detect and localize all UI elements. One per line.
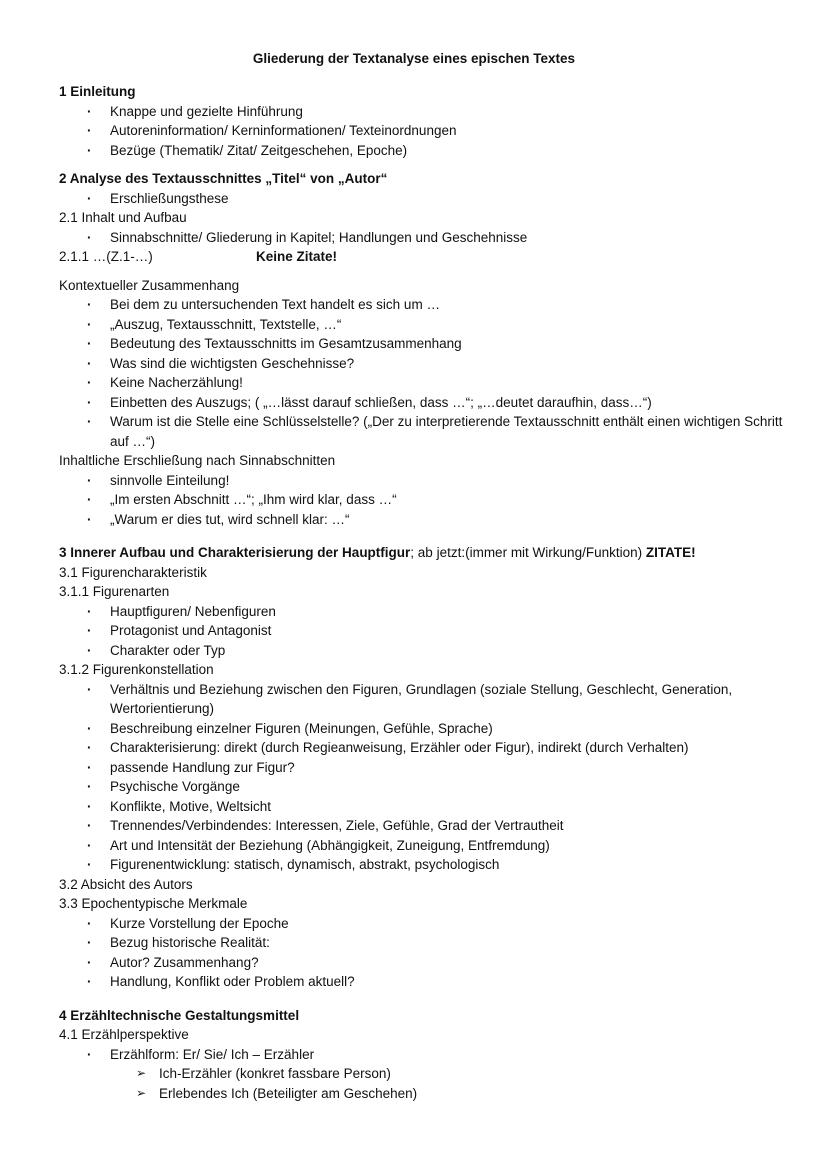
list-item: · Konflikte, Motive, Weltsicht [59,797,799,817]
list-item: · Erzählform: Er/ Sie/ Ich – Erzähler [59,1045,799,1065]
list-item: · Handlung, Konflikt oder Problem aktuell? [59,972,799,992]
section-4-heading: 4 Erzähltechnische Gestaltungsmittel [59,1007,300,1023]
list-item: · Keine Nacherzählung! [59,373,799,393]
section-2-heading: 2 Analyse des Textausschnittes „Titel“ von „Autor“ [59,171,388,186]
list-item: · Beschreibung einzelner Figuren (Meinungen, Gefühle, Sprache) [59,719,799,739]
arrow-list-item-text: Erlebendes Ich (Beteiligter am Geschehen) [159,1085,418,1101]
arrow-bullet-icon: ➢ [136,1085,147,1100]
arrow-list-item [59,1084,799,1104]
list-item: · Figurenentwicklung: statisch, dynamisch, abstrakt, psychologisch [59,855,799,875]
list-item: · Charakterisierung: direkt (durch Regieanweisung, Erzähler oder Figur), indirekt (durch Verhalten) [59,738,799,758]
list-item: · Einbetten des Auszugs; ( „…lässt darauf schließen, dass …“; „…deutet daraufhin, dass…“) [59,393,799,413]
list-item: · Autoreninformation/ Kerninformationen/ Texteinordnungen [59,121,799,141]
section-1-heading: 1 Einleitung [59,84,136,99]
section-3-heading [59,543,799,563]
subsection-3-1: 3.1 Figurencharakteristik [59,564,207,580]
list-item: · „Warum er dies tut, wird schnell klar: …“ [59,510,799,530]
list-item: · Knappe und gezielte Hinführung [59,102,799,122]
list-item: · Bedeutung des Textausschnitts im Gesamtzusammenhang [59,334,799,354]
list-item: · Autor? Zusammenhang? [59,953,799,973]
context-heading: Kontextueller Zusammenhang [59,277,240,293]
list-item: · Psychische Vorgänge [59,777,799,797]
list-item: · Warum ist die Stelle eine Schlüsselstelle? („Der zu interpretierende Textausschnitt enthält einen wichtigen Schritt auf …“) [59,412,799,451]
subsection-3-3: 3.3 Epochentypische Merkmale [59,896,248,911]
section-3-heading-note: ; ab jetzt:(immer mit Wirkung/Funktion) [410,545,646,560]
list-item: · Charakter oder Typ [59,641,799,661]
content-heading: Inhaltliche Erschließung nach Sinnabschnitten [59,453,336,468]
document-title: Gliederung der Textanalyse eines epischen Textes [252,51,576,66]
subsection-3-1-1: 3.1.1 Figurenarten [59,584,170,599]
subsection-2-1-1 [59,247,799,267]
subsection-4-1: 4.1 Erzählperspektive [59,1027,189,1042]
arrow-bullet-icon: ➢ [136,1066,147,1080]
list-item: · Verhältnis und Beziehung zwischen den Figuren, Grundlagen (soziale Stellung, Geschlecht, Generation, Wertorientierung) [59,680,799,719]
arrow-list-item [59,1064,799,1084]
list-item: · Sinnabschnitte/ Gliederung in Kapitel; Handlungen und Geschehnisse [59,228,799,248]
list-item: · passende Handlung zur Figur? [59,758,799,778]
list-item: · Art und Intensität der Beziehung (Abhängigkeit, Zuneigung, Entfremdung) [59,836,799,856]
list-item: · Bezug historische Realität: [59,933,799,953]
list-item: · Was sind die wichtigsten Geschehnisse? [59,354,799,374]
list-item: · Hauptfiguren/ Nebenfiguren [59,602,799,622]
subsection-2-1: 2.1 Inhalt und Aufbau [59,210,187,225]
section-3-heading-main: 3 Innerer Aufbau und Charakterisierung der Hauptfigur [59,545,411,560]
list-item: · Erschließungsthese [59,189,799,209]
list-item: · „Im ersten Abschnitt …“; „Ihm wird klar, dass …“ [59,490,799,510]
arrow-list-item-text: Ich-Erzähler (konkret fassbare Person) [159,1066,391,1081]
list-item: · Bei dem zu untersuchenden Text handelt es sich um … [59,295,799,315]
list-item: · Bezüge (Thematik/ Zitat/ Zeitgeschehen, Epoche) [59,141,799,161]
list-item: · Kurze Vorstellung der Epoche [59,914,799,934]
list-item: · sinnvolle Einteilung! [59,471,799,491]
subsection-2-1-1-label: 2.1.1 …(Z.1-…) [59,249,153,264]
list-item: · Trennendes/Verbindendes: Interessen, Ziele, Gefühle, Grad der Vertrautheit [59,816,799,836]
no-quotes-note: Keine Zitate! [256,249,338,264]
subsection-3-2: 3.2 Absicht des Autors [59,876,193,892]
document-body [59,82,799,1103]
subsection-3-1-2: 3.1.2 Figurenkonstellation [59,662,214,677]
section-3-heading-quotes: ZITATE! [645,545,696,560]
list-item: · Protagonist und Antagonist [59,621,799,641]
list-item: · „Auszug, Textausschnitt, Textstelle, …“ [59,315,799,335]
